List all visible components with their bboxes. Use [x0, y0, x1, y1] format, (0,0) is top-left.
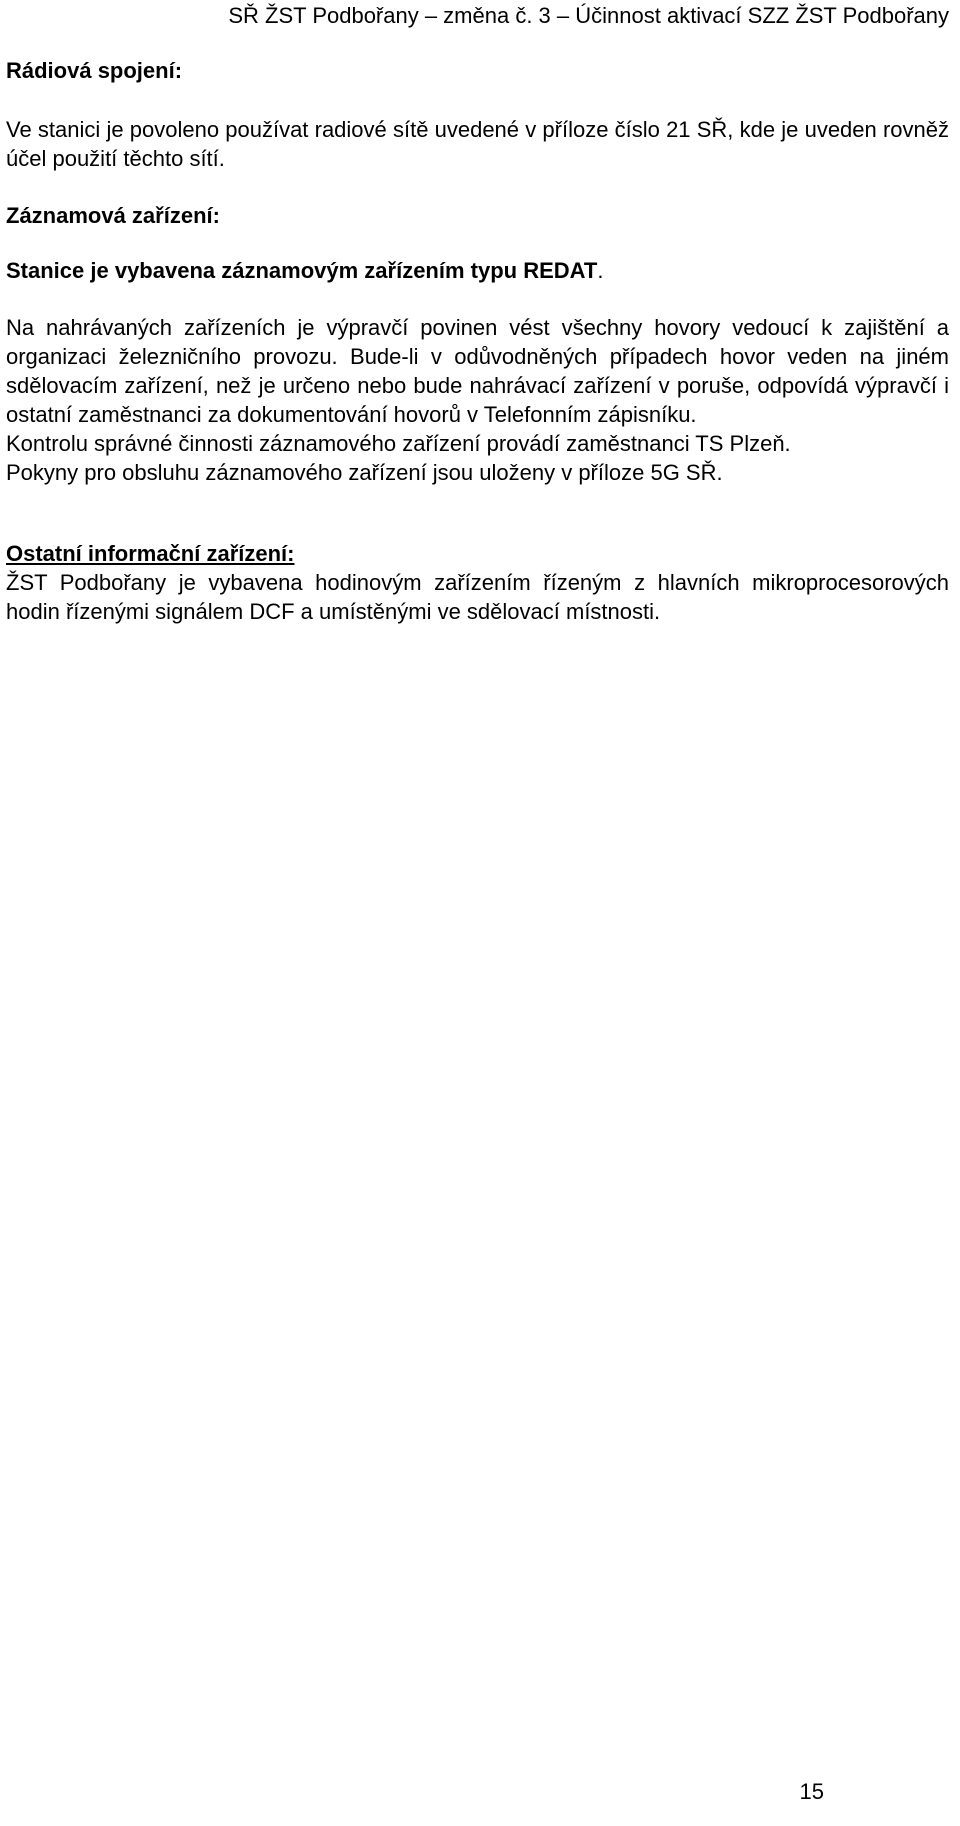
spacer [6, 85, 949, 115]
spacer [6, 487, 949, 539]
recording-device-bold: Stanice je vybavena záznamovým zařízením typu REDAT [6, 258, 598, 283]
recording-device-line [6, 256, 949, 285]
other-paragraph: ŽST Podbořany je vybavena hodinovým zařízením řízeným z hlavních mikroprocesorových hodin řízenými signálem DCF a umístěnými ve sdělovací místnosti. [6, 570, 949, 624]
page-number: 15 [799, 1779, 824, 1804]
recording-control-paragraph: Kontrolu správné činnosti záznamového zařízení provádí zaměstnanci TS Plzeň. [6, 431, 791, 456]
running-header: SŘ ŽST Podbořany – změna č. 3 – Účinnost aktivací SZZ ŽST Podbořany [228, 3, 949, 28]
section-heading-radio: Rádiová spojení: [6, 58, 183, 83]
spacer [6, 285, 949, 313]
spacer [6, 173, 949, 201]
spacer [6, 230, 949, 256]
recording-instructions-paragraph: Pokyny pro obsluhu záznamového zařízení jsou uloženy v příloze 5G SŘ. [6, 460, 723, 485]
radio-paragraph: Ve stanici je povoleno používat radiové sítě uvedené v příloze číslo 21 SŘ, kde je uveden rovněž účel použití těchto sítí. [6, 117, 949, 171]
recording-device-period: . [597, 258, 604, 283]
recording-main-paragraph: Na nahrávaných zařízeních je výpravčí povinen vést všechny hovory vedoucí k zajištění a organizaci železničního provozu. Bude-li v odůvodněných případech hovor veden na jiném sdělovacím zařízení, než je určeno nebo bude nahrávací zařízení v poruše, odpovídá výpravčí i ostatní zaměstnanci za dokumentování hovorů v Telefonním zápisníku. [6, 315, 949, 427]
document-body [6, 56, 949, 626]
section-heading-recording: Záznamová zařízení: [6, 203, 220, 228]
section-heading-other: Ostatní informační zařízení: [6, 541, 295, 566]
